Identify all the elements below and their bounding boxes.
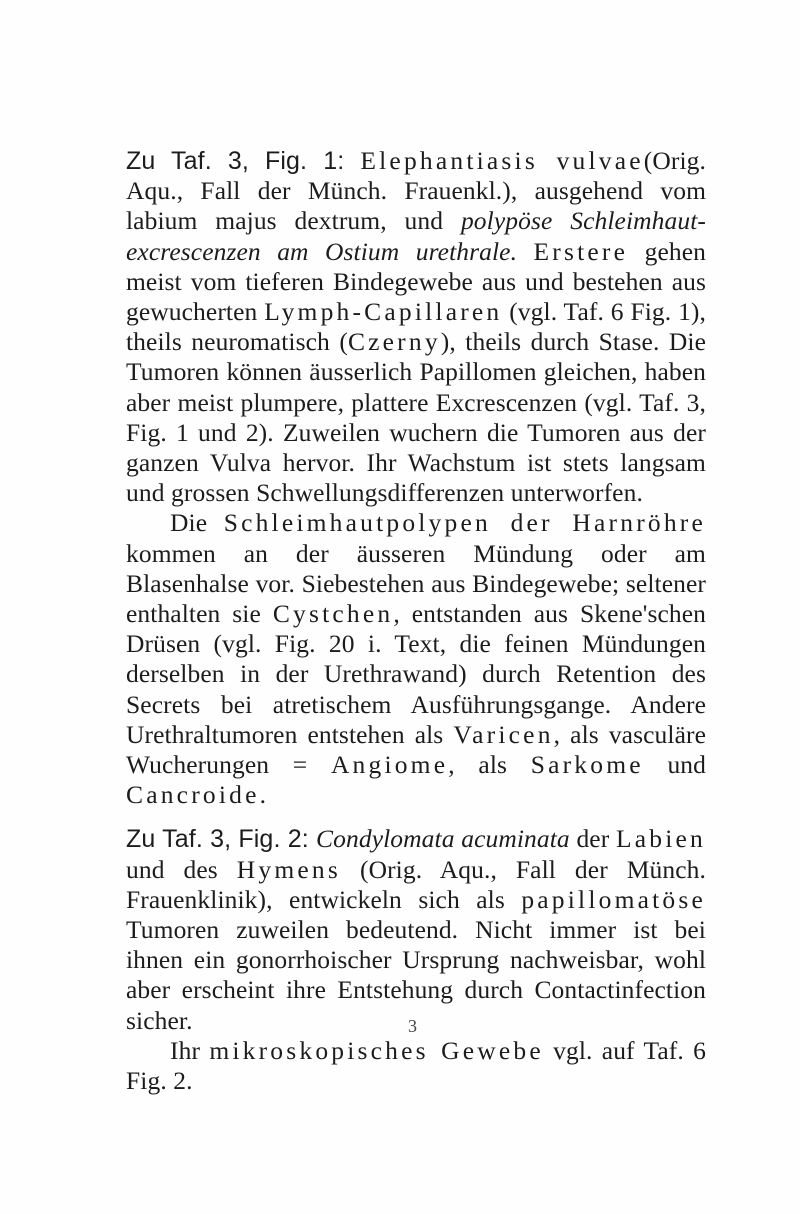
text-run: und: [643, 750, 706, 780]
page-number: 3: [408, 1016, 417, 1036]
text-run: ), theils durch Stase. Die Tumoren können äusserlich Papillomen gleichen, haben aber meist plumpere, plattere Excrescenzen (vgl. Taf. 3, Fig. 1 und 2). Zuweilen wuchern die Tumoren aus der ganzen Vulva hervor. Ihr Wachstum ist stets langsam und grossen Schwellungsdifferenzen unterworfen.: [126, 327, 706, 508]
paragraph-fig2: [126, 824, 706, 1035]
text-run: , entstanden aus Skene'schen Drüsen (vgl. Fig. 20 i. Text, die feinen Mündungen derselben in der Urethrawand) durch Retention des Secrets bei atretischem Ausführungsgange. Andere Urethraltumoren entstehen als: [126, 599, 707, 749]
text-run: gehen meist vom tieferen Bindegewebe aus und bestehen aus gewucherten: [126, 236, 706, 327]
text-run: Angiome: [330, 750, 449, 780]
text-run: Sarkome: [530, 750, 644, 780]
paragraph-fig1: [126, 146, 706, 508]
text-run: Ihr: [170, 1035, 210, 1065]
text-run: [517, 237, 533, 266]
text-run: kommen an der äusseren Mündung oder am Blasenhalse vor. Siebestehen aus Bindegewebe; seltener enthalten sie: [126, 538, 706, 629]
text-run: (vgl. Taf. 6 Fig. 1), theils neuromatisch (: [126, 297, 707, 357]
text-run: Cystchen: [272, 599, 394, 629]
text-run: Cancroide: [126, 780, 260, 810]
text-run: Lymph-Capillaren: [264, 297, 503, 327]
text-run: Zu Taf. 3, Fig. 1:: [126, 147, 361, 175]
text-run: vgl. auf Taf. 6 Fig. 2.: [126, 1035, 706, 1096]
text-run: Elephantiasis vulvae: [360, 146, 644, 175]
text-run: und des: [126, 854, 237, 884]
text-run: Erstere: [533, 236, 629, 266]
text-run: papillomatöse: [521, 884, 706, 914]
body-text: [126, 146, 706, 1096]
text-run: .: [259, 780, 267, 810]
text-run: polypöse Schleimhaut-excrescenzen am Ostium urethrale.: [126, 206, 706, 266]
text-run: Varicen: [453, 719, 554, 749]
text-run: Czerny: [347, 327, 441, 357]
text-run: Tumoren zuweilen bedeutend. Nicht immer ist bei ihnen ein gonorrhoischer Ursprung nachweisbar, wohl aber erscheint ihre Entstehung durch Contactinfection sicher.: [126, 915, 706, 1035]
text-run: der: [569, 824, 616, 854]
text-run: Condylomata acuminata: [316, 824, 570, 854]
text-run: Hymens: [236, 854, 341, 884]
text-run: Zu Taf. 3, Fig. 2:: [126, 825, 317, 854]
text-run: Die: [170, 508, 224, 538]
text-run: mikroskopisches Gewebe: [209, 1035, 544, 1065]
text-run: , als vasculäre Wucherungen =: [126, 719, 706, 780]
text-run: (Orig. Aqu., Fall der Münch. Frauenklinik), entwickeln sich als: [126, 854, 706, 914]
text-run: Labien: [616, 824, 706, 854]
paragraph-mikroskopisch: [126, 1036, 706, 1096]
text-run: (Orig. Aqu., Fall der Münch. Frauenkl.), ausgehend vom labium majus dextrum, und: [126, 146, 706, 236]
paragraph-harnroehre: [126, 508, 706, 810]
text-run: , als: [448, 750, 531, 780]
text-run: Schleimhautpolypen der Harnröhre: [223, 508, 706, 538]
